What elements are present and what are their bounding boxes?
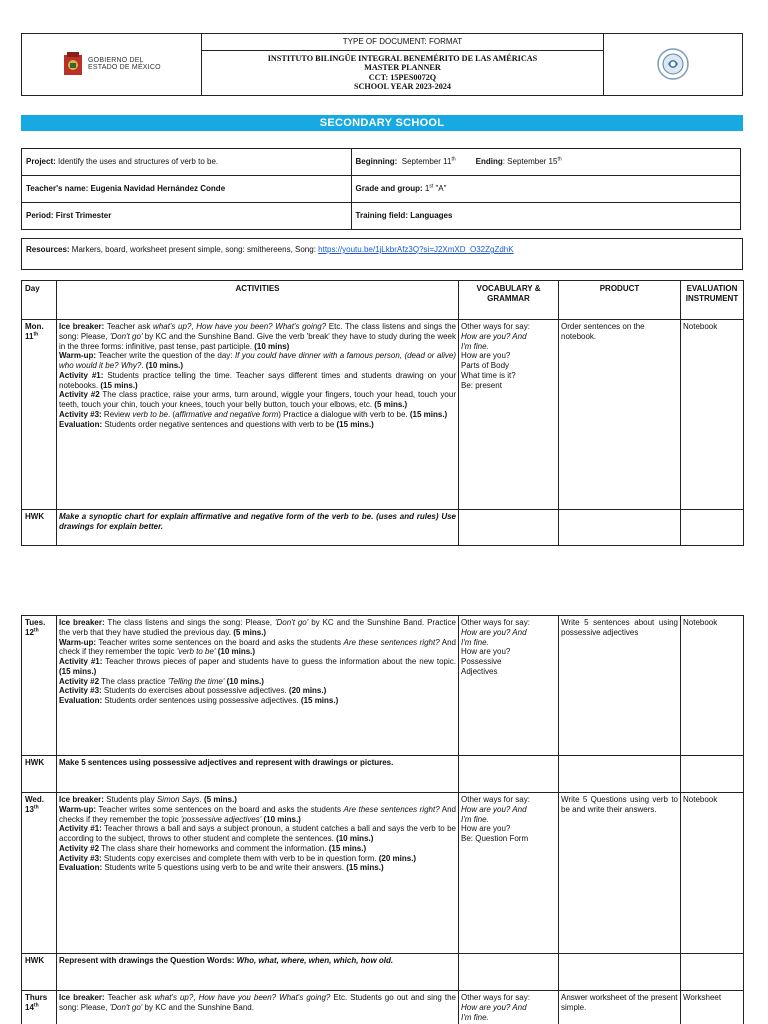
monday-vocabulary: Other ways for say: How are you? And I'm fine. How are you? Parts of Body What time is it? Be: present	[459, 320, 559, 510]
wednesday-day: Wed. 13th	[22, 793, 57, 954]
wednesday-homework-row	[22, 954, 744, 991]
thursday-row	[22, 991, 744, 1024]
monday-evaluation: Notebook	[681, 320, 744, 510]
monday-day: Mon. 11th	[22, 320, 57, 510]
gov-logo-line1: GOBIERNO DEL	[88, 56, 144, 64]
tuesday-day: Tues. 12th	[22, 616, 57, 756]
tuesday-hwk-label: HWK	[22, 756, 57, 793]
wednesday-evaluation: Notebook	[681, 793, 744, 954]
planner-table-week-continued	[21, 615, 744, 1024]
government-logo-icon	[62, 51, 84, 77]
institute-name: INSTITUTO BILINGÜE INTEGRAL BENEMÉRITO DE LAS AMÉRICAS	[267, 54, 538, 63]
col-vocabulary: VOCABULARY & GRAMMAR	[459, 281, 559, 320]
thursday-product: Answer worksheet of the present simple.	[559, 991, 681, 1024]
project-info-table	[21, 148, 741, 230]
thursday-vocabulary: Other ways for say: How are you? And I'm fine.	[459, 991, 559, 1024]
institute-seal-cell	[604, 34, 743, 96]
training-field-cell: Training field: Languages	[351, 203, 740, 230]
school-year: SCHOOL YEAR 2023-2024	[353, 82, 451, 92]
monday-hwk-label: HWK	[22, 510, 57, 546]
col-activities: ACTIVITIES	[57, 281, 459, 320]
wednesday-homework: Represent with drawings the Question Words: Who, what, where, when, which, how old.	[57, 954, 459, 991]
monday-homework-row	[22, 510, 744, 546]
tuesday-homework: Make 5 sentences using possessive adjectives and represent with drawings or pictures.	[57, 756, 459, 793]
resources-text: Markers, board, worksheet present simple, song: smithereens, Song:	[69, 245, 319, 254]
gov-logo-line2: ESTADO DE MÉXICO	[88, 64, 161, 72]
tuesday-row	[22, 616, 744, 756]
col-day: Day	[22, 281, 57, 320]
project-cell: Project: Identify the uses and structures of verb to be.	[22, 149, 352, 176]
planner-title: MASTER PLANNER	[364, 63, 441, 73]
thursday-day: Thurs 14th	[22, 991, 57, 1024]
cct-code: CCT: 15PES0072Q	[368, 72, 437, 82]
institute-block	[201, 51, 603, 96]
institute-seal-icon	[656, 47, 690, 81]
wednesday-row	[22, 793, 744, 954]
tuesday-evaluation: Notebook	[681, 616, 744, 756]
song-link[interactable]: https://youtu.be/1jLkbrAfz3Q?si=J2XmXD_O32ZgZdhK	[318, 245, 514, 254]
tuesday-product: Write 5 sentences about using possessive adjectives	[559, 616, 681, 756]
thursday-activities: Ice breaker: Teacher ask what's up?, How have you been? What's going? Etc. Students go out and sing the song: Please, 'Don't go' by KC and the Sunshine Band.	[57, 991, 459, 1024]
monday-homework: Make a synoptic chart for explain affirmative and negative form of the verb to be. (uses and rules) Use drawings for explain better.	[57, 510, 459, 546]
section-banner: SECONDARY SCHOOL	[21, 115, 743, 131]
teacher-cell: Teacher's name: Eugenia Navidad Hernández Conde	[22, 176, 352, 203]
wednesday-activities: Ice breaker: Students play Simon Says. (5 mins.) Warm-up: Teacher writes some sentences on the board and asks the students Are these sentences right? And checks if they remember the topic 'possessive adjectives' (10 mins.) Activity #1: Teacher throws a ball and says a subject pronoun, a student catches a ball and says the verb to be according to the subject, throws to other student and complete the sentences. (10 mins.) Activity #2 The class share their homeworks and comment the information. (15 mins.) Activity #3: Students copy exercises and complete them with verb to be in question form. (20 mins.) Evaluation: Students write 5 questions using verb to be and write their answers. (15 mins.)	[57, 793, 459, 954]
monday-row	[22, 320, 744, 510]
wednesday-hwk-label: HWK	[22, 954, 57, 991]
doc-type: TYPE OF DOCUMENT: FORMAT	[201, 34, 603, 51]
planner-table-week-start	[21, 280, 744, 546]
project-value: Identify the uses and structures of verb to be.	[58, 157, 219, 167]
col-product: PRODUCT	[559, 281, 681, 320]
wednesday-product: Write 5 Questions using verb to be and write their answers.	[559, 793, 681, 954]
resources-box: Resources: Markers, board, worksheet present simple, song: smithereens, Song: https://youtu.be/1jLkbrAfz3Q?si=J2XmXD_O32ZgZdhK	[21, 238, 743, 270]
grade-cell: Grade and group: 1st "A"	[351, 176, 740, 203]
dates-cell: Beginning: September 11th Ending: September 15th	[351, 149, 740, 176]
document-header	[21, 33, 743, 96]
tuesday-vocabulary: Other ways for say: How are you? And I'm fine. How are you? Possessive Adjectives	[459, 616, 559, 756]
wednesday-vocabulary: Other ways for say: How are you? And I'm fine. How are you? Be: Question Form	[459, 793, 559, 954]
government-logo-cell	[22, 34, 202, 96]
monday-product: Order sentences on the notebook.	[559, 320, 681, 510]
tuesday-homework-row	[22, 756, 744, 793]
col-evaluation: EVALUATION INSTRUMENT	[681, 281, 744, 320]
period-cell: Period: First Trimester	[22, 203, 352, 230]
monday-activities: Ice breaker: Teacher ask what's up?, How have you been? What's going? Etc. The class listens and sings the song: Please, 'Don't go' by KC and the Sunshine Band. Give the verb 'break' they have to study during the week in the three forms: infinitive, past tense, past participle. (10 mins) Warm-up: Teacher write the question of the day: If you could have dinner with a famous person, (dead or alive) who would it be? Why?. (10 mins.) Activity #1: Students practice telling the time. Teacher says different times and students drawing on your notebooks. (15 mins.) Activity #2 The class practice, raise your arms, turn around, wiggle your fingers, touch your head, touch your teeth, touch your chin, touch your knees, touch your belly button, touch your elbows, etc. (5 mins.) Activity #3: Review verb to be. (affirmative and negative form) Practice a dialogue with verb to be. (15 mins.) Evaluation: Students order negative sentences and questions with verb to be (15 mins.)	[57, 320, 459, 510]
tuesday-activities: Ice breaker: The class listens and sings the song: Please, 'Don't go' by KC and the Sunshine Band. Practice the verb that they have studied the previous day. (5 mins.) Warm-up: Teacher writes some sentences on the board and asks the students Are these sentences right? And check if they remember the topic 'verb to be' (10 mins.) Activity #1: Teacher throws pieces of paper and students have to guess the information about the new topic. (15 mins.) Activity #2 The class practice 'Telling the time' (10 mins.) Activity #3: Students do exercises about possessive adjectives. (20 mins.) Evaluation: Students order sentences using possessive adjectives. (15 mins.)	[57, 616, 459, 756]
thursday-evaluation: Worksheet	[681, 991, 744, 1024]
